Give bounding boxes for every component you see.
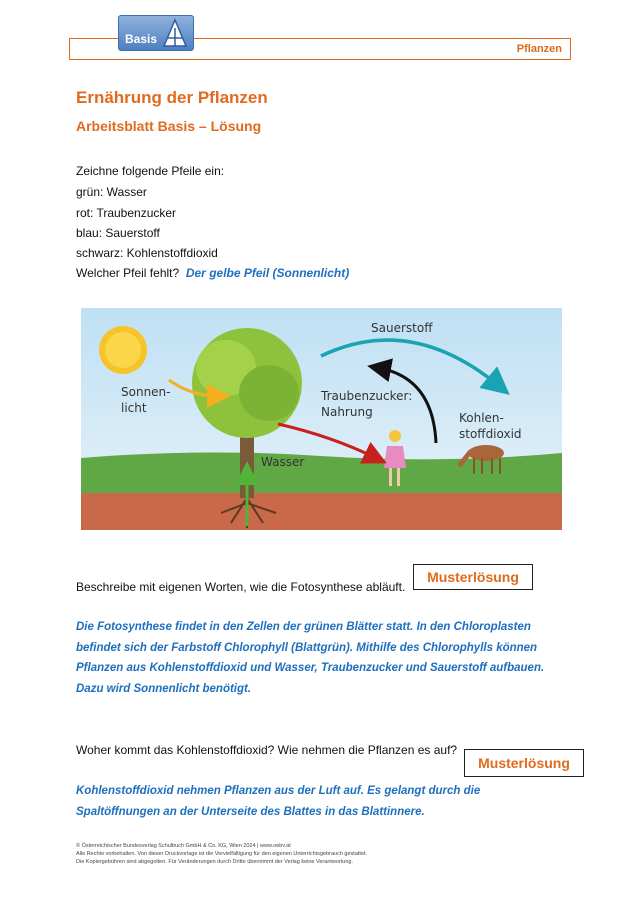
answer-1 (76, 617, 566, 699)
triangle-logo-icon (162, 18, 188, 48)
answer-1-line: Pflanzen aus Kohlenstoffdioxid und Wasser, Traubenzucker und Sauerstoff aufbauen. (76, 662, 545, 674)
instruction-intro: Zeichne folgende Pfeile ein: (76, 164, 225, 178)
footer-line: © Österreichischer Bundesverlag Schulbuch GmbH & Co. KG, Wien 2024 | www.oebv.at (76, 843, 291, 849)
instruction-red: rot: Traubenzucker (76, 206, 177, 220)
answer-2 (76, 781, 566, 822)
question-2: Woher kommt das Kohlenstoffdioxid? Wie nehmen die Pflanzen es auf? (76, 743, 458, 757)
instruction-green: grün: Wasser (76, 185, 147, 199)
answer-1-line: Dazu wird Sonnenlicht benötigt. (76, 682, 252, 695)
musterloesung-badge-2: Musterlösung (464, 749, 584, 777)
missing-arrow-line (76, 266, 349, 280)
missing-arrow-question: Welcher Pfeil fehlt? (76, 266, 180, 280)
question-1: Beschreibe mit eigenen Worten, wie die Fotosynthese abläuft. (76, 580, 406, 594)
water-label: Wasser (261, 455, 305, 469)
instruction-blue: blau: Sauerstoff (76, 226, 160, 240)
section-label: Pflanzen (516, 43, 562, 55)
page-subtitle: Arbeitsblatt Basis – Lösung (76, 118, 262, 134)
sunlight-label: Sonnen- licht (121, 385, 171, 415)
answer-2-line: Spaltöffnungen an der Unterseite des Blattes in das Blattinnere. (76, 805, 425, 818)
photosynthesis-illustration (81, 308, 562, 530)
footer-line: Alle Rechte vorbehalten. Von dieser Druckvorlage ist die Vervielfältigung für den eigenen Unterrichtsgebrauch gestattet. (76, 851, 368, 857)
footer (76, 842, 367, 866)
sun-icon (99, 326, 147, 374)
basis-logo (118, 15, 194, 51)
co2-label: Kohlen- stoffdioxid (459, 411, 522, 441)
missing-arrow-answer: Der gelbe Pfeil (Sonnenlicht) (185, 266, 350, 280)
answer-1-line: Die Fotosynthese findet in den Zellen der grünen Blätter statt. In den Chloroplasten (76, 621, 531, 633)
oxygen-label: Sauerstoff (371, 321, 433, 335)
answer-2-line: Kohlenstoffdioxid nehmen Pflanzen aus der Luft auf. Es gelangt durch die (76, 785, 481, 797)
logo-text: Basis (125, 32, 158, 46)
instruction-black: schwarz: Kohlenstoffdioxid (76, 246, 218, 260)
page-title: Ernährung der Pflanzen (76, 88, 268, 107)
sugar-label: Traubenzucker: Nahrung (321, 389, 413, 419)
musterloesung-badge-1: Musterlösung (413, 564, 533, 590)
footer-line: Die Kopiergebühren sind abgegolten. Für Veränderungen durch Dritte übernimmt der Verlag keine Verantwortung. (76, 859, 354, 865)
soil (81, 493, 562, 530)
answer-1-line: befindet sich der Farbstoff Chlorophyll (Blattgrün). Mithilfe des Chlorophylls können (76, 641, 538, 654)
